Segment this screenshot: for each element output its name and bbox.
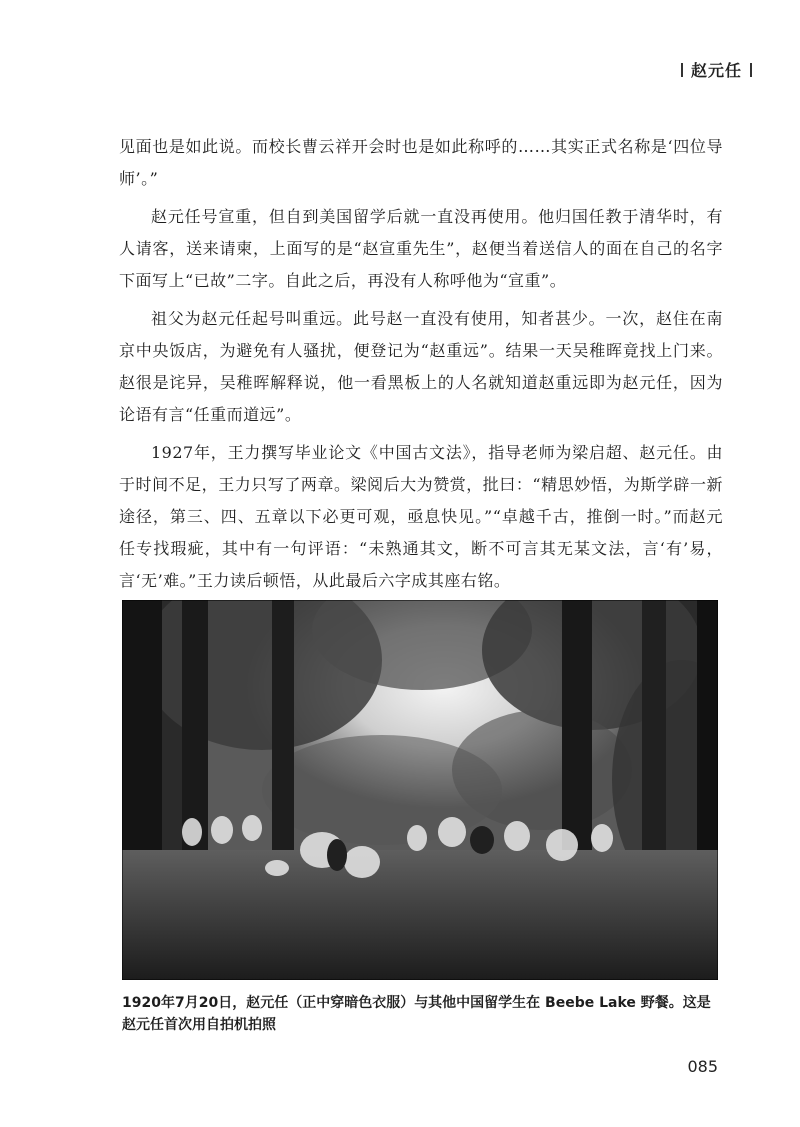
picnic-photo-image [122, 600, 718, 980]
chapter-title: 赵元任 [690, 61, 742, 80]
page-number: 085 [687, 1057, 718, 1076]
running-header [681, 58, 752, 81]
header-left-rule [681, 63, 683, 77]
paragraph-wangli: 1927年，王力撰写毕业论文《中国古文法》，指导老师为梁启超、赵元任。由于时间不足，王力只写了两章。梁阅后大为赞赏，批曰：“精思妙悟，为斯学辟一新途径，第三、四、五章以下必更可观，亟息快见。”“卓越千古，推倒一时。”而赵元任专找瑕疵，其中有一句评语：“未熟通其文，断不可言其无某文法，言‘有’易，言‘无’难。”王力读后顿悟，从此最后六字成其座右铭。 [119, 443, 723, 590]
picnic-photo [122, 600, 718, 980]
paragraph-zhongyuan: 祖父为赵元任起号叫重远。此号赵一直没有使用，知者甚少。一次，赵住在南京中央饭店，为避免有人骚扰，便登记为“赵重远”。结果一天吴稚晖竟找上门来。赵很是诧异，吴稚晖解释说，他一看黑板上的人名就知道赵重远即为赵元任，因为论语有言“任重而道远”。 [119, 309, 723, 424]
paragraph-xuanzhong: 赵元任号宣重，但自到美国留学后就一直没再使用。他归国任教于清华时，有人请客，送来请柬，上面写的是“赵宣重先生”，赵便当着送信人的面在自己的名字下面写上“已故”二字。自此之后，再没有人称呼他为“宣重”。 [119, 207, 723, 290]
paragraph-continued: 见面也是如此说。而校长曹云祥开会时也是如此称呼的……其实正式名称是‘四位导师’。” [119, 137, 723, 188]
header-right-rule [750, 63, 752, 77]
photo-caption: 1920年7月20日，赵元任（正中穿暗色衣服）与其他中国留学生在 Beebe Lake 野餐。这是赵元任首次用自拍机拍照 [122, 995, 711, 1033]
body-text [119, 131, 723, 603]
